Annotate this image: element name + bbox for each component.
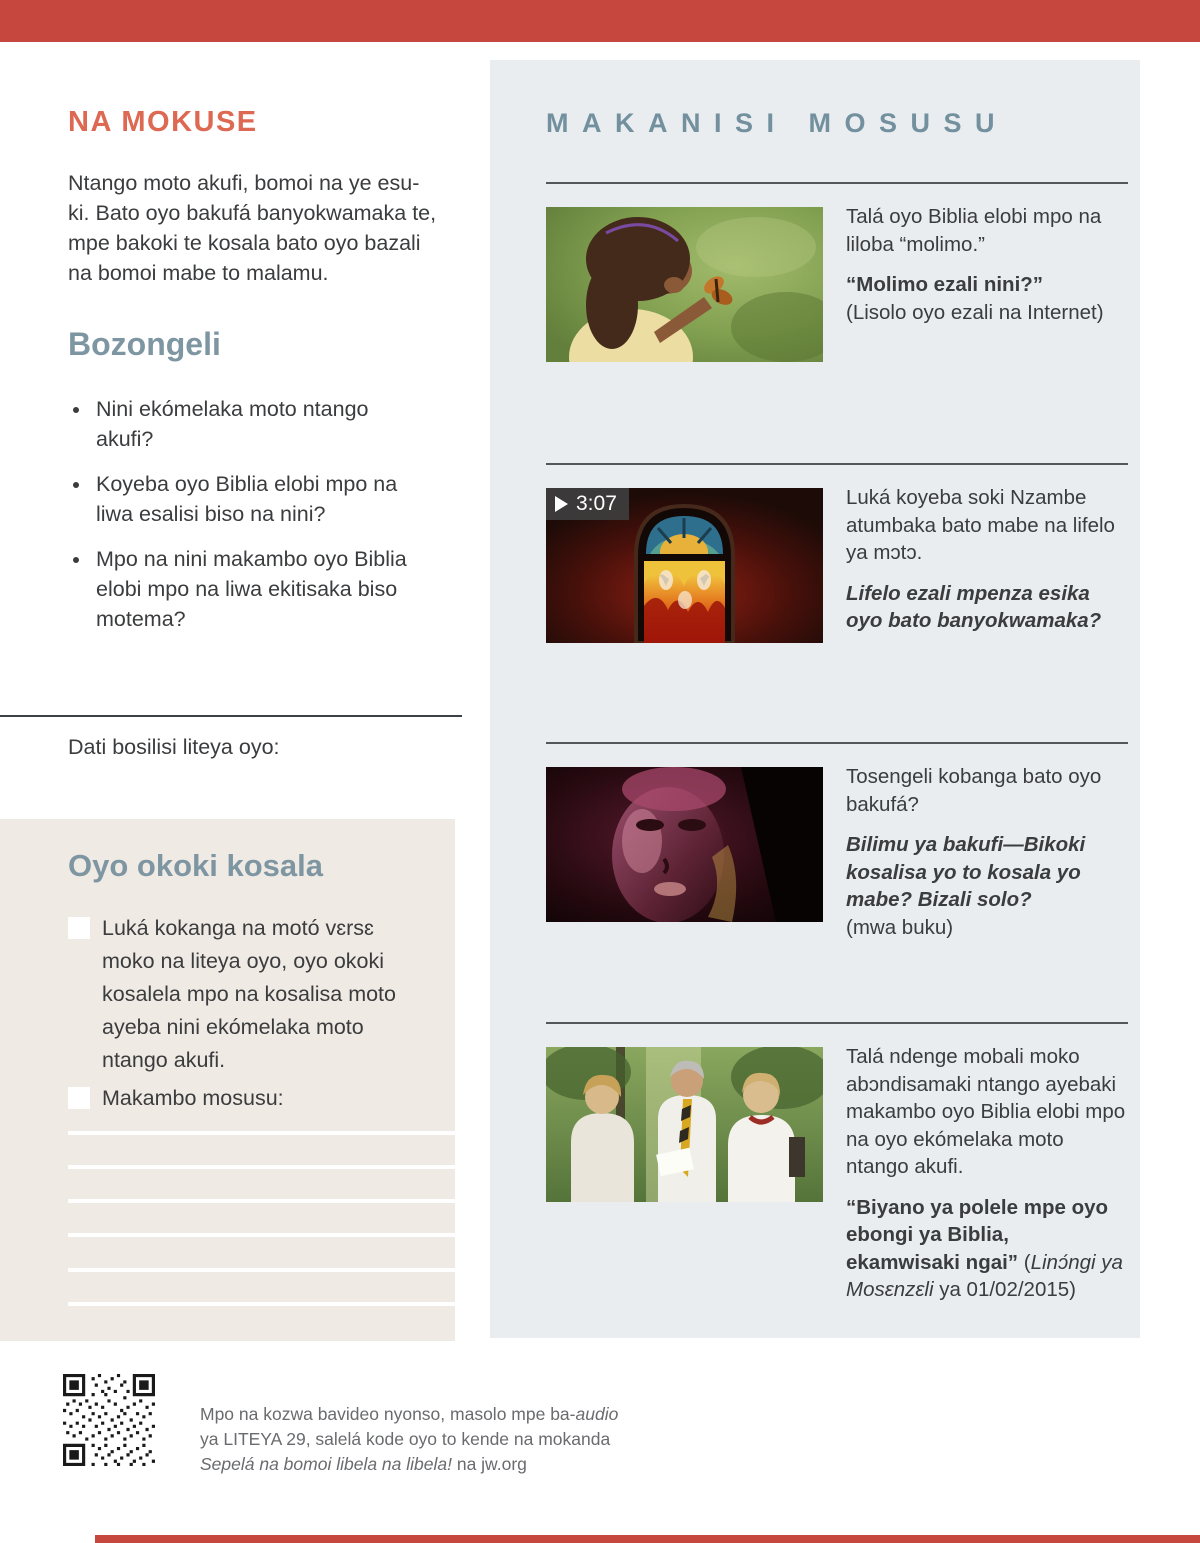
footer-line-3 [200,1452,618,1477]
review-heading: Bozongeli [68,326,221,362]
writing-line [68,1233,455,1237]
section-divider [546,742,1128,744]
todo-section [0,819,455,1341]
row-title: Lifelo ezali mpenza esika oyo bato banyokwamaka? [846,581,1102,632]
section-divider [546,182,1128,184]
todo-heading: Oyo okoki kosala [68,848,323,883]
girl-with-butterfly-image[interactable] [546,207,823,362]
stained-glass-video-thumbnail[interactable] [546,488,823,643]
row-note: (Lisolo oyo ezali na Internet) [846,300,1104,324]
footer-text-italic: audio [575,1404,619,1424]
video-duration-badge[interactable] [546,488,629,520]
todo-checkbox-1[interactable] [68,917,90,939]
man-face-dark-image[interactable] [546,767,823,922]
media-row [546,488,1128,643]
row-lead: Tosengeli kobanga bato oyo bakufá? [846,765,1102,816]
media-row-text [846,203,1128,362]
completion-date-label: Dati bosilisi liteya oyo: [68,735,280,759]
row-title-with-ref [846,1194,1128,1304]
more-ideas-panel [490,60,1140,1338]
media-row-text [846,484,1128,643]
row-lead: Luká koyeba soki Nzambe atumbaka bato mabe na lifelo ya mɔtɔ. [846,486,1115,564]
section-divider [546,463,1128,465]
review-question: • Koyeba oyo Biblia elobi mpo na liwa esalisi biso na nini? [92,469,422,529]
bottom-accent-bar [95,1535,1200,1543]
writing-line [68,1199,455,1203]
video-duration: 3:07 [576,492,617,515]
review-question-list [92,394,422,649]
three-people-talking-image[interactable] [546,1047,823,1202]
writing-line [68,1131,455,1135]
footer-line-1 [200,1402,618,1427]
review-question: • Mpo na nini makambo oyo Biblia elobi mpo na liwa ekitisaka biso motema? [92,544,422,634]
media-row-text [846,763,1128,941]
media-row [546,767,1128,941]
todo-item-1: Luká kokanga na motó vɛrsɛ moko na liteya oyo, oyo okoki kosalela mpo na kosalisa moto ayeba nini ekómelaka moto ntango akufi. [102,916,396,1072]
todo-item-2: Makambo mosusu: [102,1086,284,1110]
todo-checkbox-2[interactable] [68,1087,90,1109]
media-row [546,207,1128,362]
section-divider [546,1022,1128,1024]
row-lead: Talá ndenge mobali moko abɔndisamaki ntango ayebaki makambo oyo Biblia elobi mpo na oyo ekómelaka moto ntango akufi. [846,1045,1126,1178]
media-row-text [846,1043,1128,1304]
footer-line-2: ya LITEYA 29, salelá kode oyo to kende na mokanda [200,1429,611,1449]
top-accent-bar [0,0,1200,42]
row-title: “Biyano ya polele mpe oyo ebongi ya Biblia, ekamwisaki ngai” [846,1195,1109,1274]
row-lead: Talá oyo Biblia elobi mpo na liloba “molimo.” [846,205,1102,256]
more-ideas-heading: MAKANISI MOSUSU [546,108,1009,138]
ref-source: Linɔ́ngi ya Mosɛnzɛli [846,1250,1123,1301]
writing-line [68,1165,455,1169]
row-note: (mwa buku) [846,915,954,939]
footer-publication-title: Sepelá na bomoi libela na libela! [200,1454,452,1474]
left-divider [0,715,462,717]
footer-text-segment: Mpo na kozwa bavideo nyonso, masolo mpe ba- [200,1404,576,1424]
row-title: “Molimo ezali nini?” [846,273,1044,296]
media-row [546,1047,1128,1304]
review-question: • Nini ekómelaka moto ntango akufi? [92,394,422,454]
play-icon [555,496,568,512]
footer-instructions [200,1402,618,1477]
footer-text-segment: na jw.org [451,1454,527,1474]
writing-line [68,1268,455,1272]
ref-post: ya 01/02/2015) [933,1278,1076,1301]
qr-code [63,1374,155,1466]
writing-line [68,1302,455,1306]
ref-pre: ( [1018,1250,1031,1274]
summary-paragraph: Ntango moto akufi, bomoi na ye esu-ki. Bato oyo bakufá banyokwamaka te, mpe bakoki te kosala bato oyo bazali na bomoi mabe to malamu. [68,171,437,285]
row-title: Bilimu ya bakufi—Bikoki kosalisa yo to kosala yo mabe? Bizali solo? [846,833,1086,911]
summary-heading: NA MOKUSE [68,106,258,138]
